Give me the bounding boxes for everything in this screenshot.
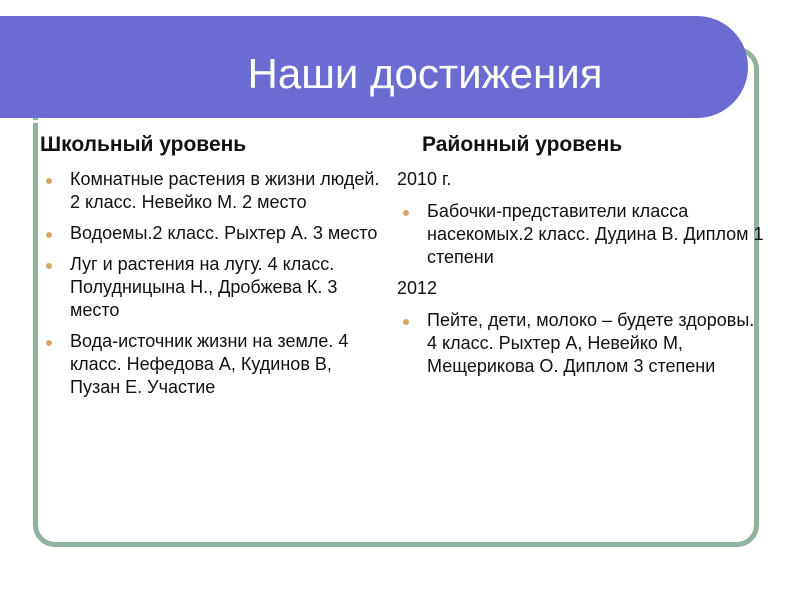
list-item (40, 168, 385, 214)
list-item-text: Водоемы.2 класс. Рыхтер А. 3 место (70, 223, 378, 243)
list-item-text: Комнатные растения в жизни людей. 2 класс. Невейко М. 2 место (70, 169, 380, 212)
list-item (397, 309, 767, 378)
slide-title: Наши достижения (247, 50, 603, 97)
bullet-icon (403, 319, 409, 325)
right-column-heading: Районный уровень (422, 133, 623, 156)
left-column-heading: Школьный уровень (40, 133, 247, 156)
district-achievements-list-2012 (397, 309, 767, 378)
school-achievements-list (40, 168, 385, 399)
district-achievements-list-2010 (397, 200, 767, 269)
right-column (397, 168, 767, 386)
list-item (40, 222, 385, 245)
year-label: 2012 (397, 278, 438, 298)
bullet-icon (46, 263, 52, 269)
list-item-text: Бабочки-представители класса насекомых.2 класс. Дудина В. Диплом 1 степени (427, 201, 764, 267)
bullet-icon (403, 210, 409, 216)
year-label: 2010 г. (397, 169, 452, 189)
list-item (40, 253, 385, 322)
banner-divider (28, 120, 694, 123)
list-item (40, 330, 385, 399)
bullet-icon (46, 232, 52, 238)
list-item-text: Вода-источник жизни на земле. 4 класс. Нефедова А, Кудинов В, Пузан Е. Участие (70, 331, 349, 397)
list-item-text: Луг и растения на лугу. 4 класс. Полудницына Н., Дробжева К. 3 место (70, 254, 338, 320)
bullet-icon (46, 340, 52, 346)
left-column (40, 168, 385, 407)
list-item (397, 200, 767, 269)
list-item-text: Пейте, дети, молоко – будете здоровы. 4 класс. Рыхтер А, Невейко М, Мещерикова О. Диплом 3 степени (427, 310, 755, 376)
bullet-icon (46, 178, 52, 184)
